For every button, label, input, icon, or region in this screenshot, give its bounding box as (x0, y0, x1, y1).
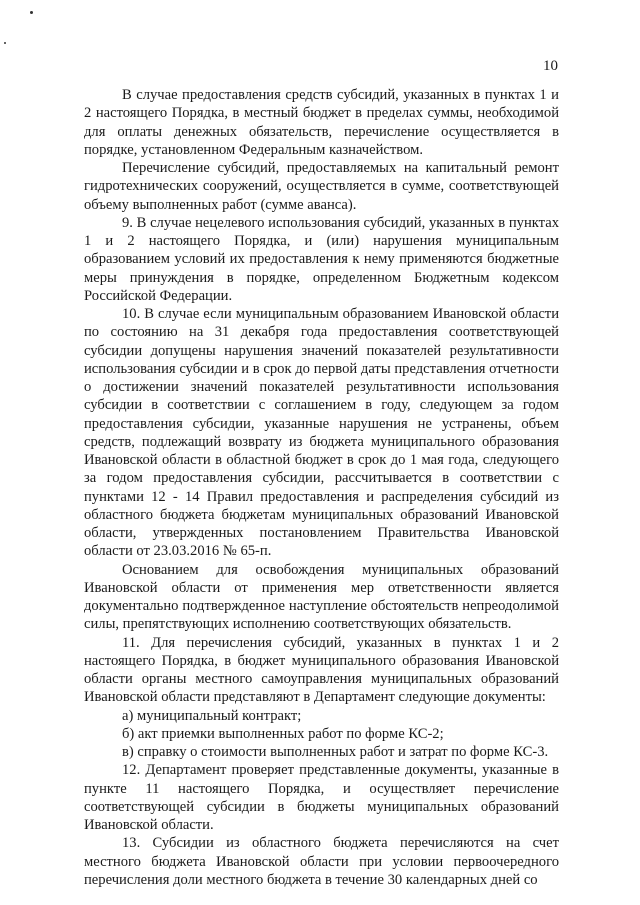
paragraph: В случае предоставления средств субсидий, указанных в пунктах 1 и 2 настоящего Порядка, в местный бюджет в пределах суммы, необходимой для оплаты денежных обязательств, перечисление осуществляется в порядке, установленном Федеральным казначейством. (84, 87, 559, 158)
paragraph: 12. Департамент проверяет представленные документы, указанные в пункте 11 настоящего Порядка, и осуществляет перечисление соответствующей субсидии в бюджеты муниципальных образований Ивановской области. (84, 762, 559, 833)
list-item: в) справку о стоимости выполненных работ и затрат по форме КС-3. (122, 744, 549, 760)
paragraph: 11. Для перечисления субсидий, указанных в пунктах 1 и 2 настоящего Порядка, в бюджет муниципального образования Ивановской области органы местного самоуправления муниципальных образований Ивановской области представляют в Департамент следующие документы: (84, 634, 559, 706)
scan-speck (4, 42, 6, 44)
paragraph: Основанием для освобождения муниципальных образований Ивановской области от применения мер ответственности является документально подтвержденное наступление обстоятельств непреодолимой силы, препятствующих исполнению соответствующих обязательств. (84, 561, 559, 633)
paragraph: 10. В случае если муниципальным образованием Ивановской области по состоянию на 31 декабря года предоставления соответствующей субсидии допущены нарушения значений показателей результативности использования субсидии и в срок до первой даты представления отчетности о достижении значений показателей результативности использования субсидии в соответствии с соглашением в году, следующем за годом предоставления субсидии, указанные нарушения не устранены, объем средств, подлежащий возврату из бюджета муниципального образования Ивановской области в областной бюджет в срок до 1 мая года, следующего за годом предоставления субсидии, рассчитывается в соответствии с пунктами 12 - 14 Правил предоставления и распределения субсидий из областного бюджета бюджетам муниципальных образований Ивановской области, утвержденных постановлением Правительства Ивановской области от 23.03.2016 № 65-п. (84, 306, 559, 560)
paragraph: Перечисление субсидий, предоставляемых на капитальный ремонт гидротехнических сооружений, осуществляется в сумме, соответствующей объему выполненных работ (сумме аванса). (84, 160, 559, 213)
list-item: б) акт приемки выполненных работ по форме КС-2; (122, 725, 444, 742)
page-number: 10 (543, 58, 558, 74)
paragraph: 9. В случае нецелевого использования субсидий, указанных в пунктах 1 и 2 настоящего Порядка, и (или) нарушения муниципальным образованием условий их предоставления к нему применяются бюджетные меры принуждения в порядке, определенном Бюджетным кодексом Российской Федерации. (84, 214, 559, 304)
document-body (84, 86, 559, 889)
scan-speck (30, 11, 33, 14)
paragraph: 13. Субсидии из областного бюджета перечисляются на счет местного бюджета Ивановской области при условии первоочередного перечисления доли местного бюджета в течение 30 календарных дней со (84, 835, 559, 888)
list-item: а) муниципальный контракт; (122, 707, 302, 724)
